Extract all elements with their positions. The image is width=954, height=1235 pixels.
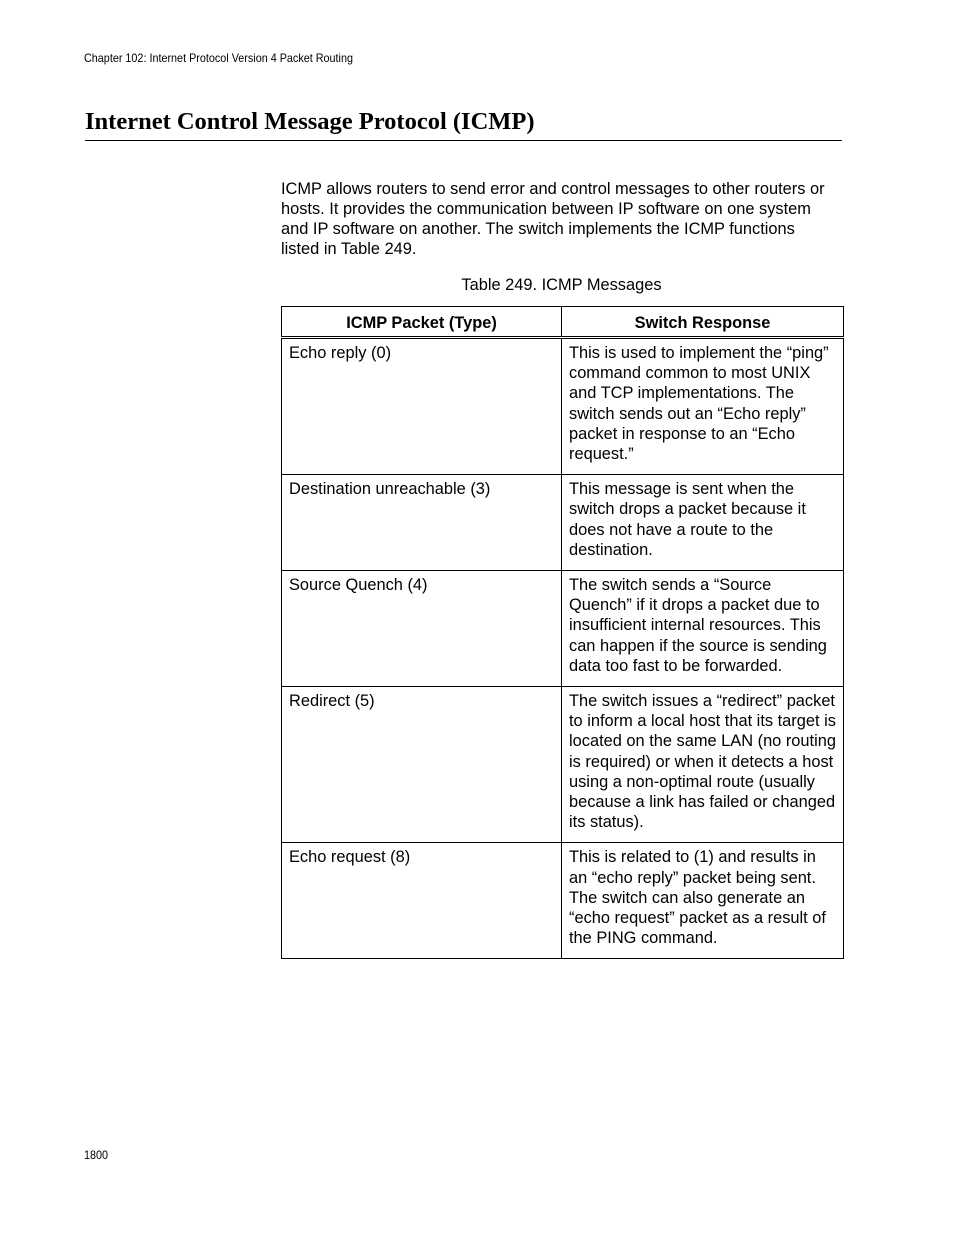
switch-response-cell: The switch issues a “redirect” packet to inform a local host that its target is located on the same LAN (no routing is required) or when it detects a host using a non-optimal route (usually because a link has failed or changed its status). [562, 687, 844, 843]
packet-type-cell: Destination unreachable (3) [282, 475, 562, 571]
column-header-packet-type: ICMP Packet (Type) [282, 307, 562, 338]
switch-response-cell: This is related to (1) and results in an “echo reply” packet being sent. The switch can also generate an “echo request” packet as a result of the PING command. [562, 843, 844, 959]
switch-response-cell: This is used to implement the “ping” command common to most UNIX and TCP implementations. The switch sends out an “Echo reply” packet in response to an “Echo request.” [562, 338, 844, 475]
table-row [282, 843, 844, 959]
column-header-switch-response: Switch Response [562, 307, 844, 338]
title-rule [85, 140, 842, 141]
table-row [282, 571, 844, 687]
table-caption: Table 249. ICMP Messages [461, 276, 662, 294]
packet-type-cell: Source Quench (4) [282, 571, 562, 687]
section-title: Internet Control Message Protocol (ICMP) [85, 108, 535, 135]
running-header: Chapter 102: Internet Protocol Version 4 Packet Routing [84, 51, 353, 65]
packet-type-cell: Redirect (5) [282, 687, 562, 843]
packet-type-cell: Echo request (8) [282, 843, 562, 959]
packet-type-cell: Echo reply (0) [282, 338, 562, 475]
table-row [282, 687, 844, 843]
icmp-messages-table [281, 306, 844, 959]
page-number: 1800 [84, 1148, 109, 1162]
table-header-row [282, 307, 844, 338]
switch-response-cell: The switch sends a “Source Quench” if it drops a packet due to insufficient internal resources. This can happen if the source is sending data too fast to be forwarded. [562, 571, 844, 687]
table-row [282, 475, 844, 571]
switch-response-cell: This message is sent when the switch drops a packet because it does not have a route to the destination. [562, 475, 844, 571]
intro-paragraph: ICMP allows routers to send error and control messages to other routers or hosts. It provides the communication between IP software on one system and IP software on another. The switch implements the ICMP functions listed in Table 249. [281, 180, 825, 258]
table-row [282, 338, 844, 475]
